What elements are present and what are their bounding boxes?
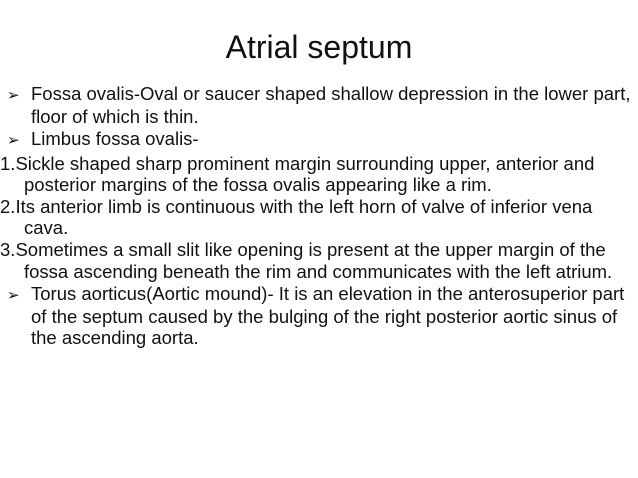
slide-title: Atrial septum (225, 29, 413, 65)
numbered-item-2 (0, 196, 632, 238)
numbered-item-3 (0, 239, 632, 281)
numbered-text: Sometimes a small slit like opening is present at the upper margin of the fossa ascending beneath the rim and communicates with the left atrium. (15, 239, 613, 282)
numbered-item-1 (0, 153, 632, 195)
arrow-bullet-icon: ➢ (7, 131, 20, 150)
bullet-text: Limbus fossa ovalis- (31, 128, 199, 150)
bullet-item-fossa-ovalis (7, 83, 632, 127)
item-number: 2. (0, 196, 16, 218)
bullet-text: Fossa ovalis-Oval or saucer shaped shallow depression in the lower part, floor of which is thin. (31, 83, 631, 128)
arrow-bullet-icon: ➢ (7, 86, 20, 104)
slide-content (0, 83, 632, 349)
bullet-item-torus-aorticus (7, 283, 632, 349)
arrow-bullet-icon: ➢ (7, 285, 20, 304)
bullet-item-limbus (7, 128, 632, 151)
item-number: 3. (0, 239, 16, 261)
item-number: 1. (0, 152, 16, 174)
bullet-text: Torus aorticus(Aortic mound)- It is an elevation in the anterosuperior part of the septum caused by the bulging of the right posterior aortic sinus of the ascending aorta. (31, 282, 625, 349)
numbered-text: Sickle shaped sharp prominent margin surrounding upper, anterior and posterior margins of the fossa ovalis appearing like a rim. (15, 152, 595, 195)
numbered-text: Its anterior limb is continuous with the left horn of valve of inferior vena cava. (15, 196, 593, 239)
